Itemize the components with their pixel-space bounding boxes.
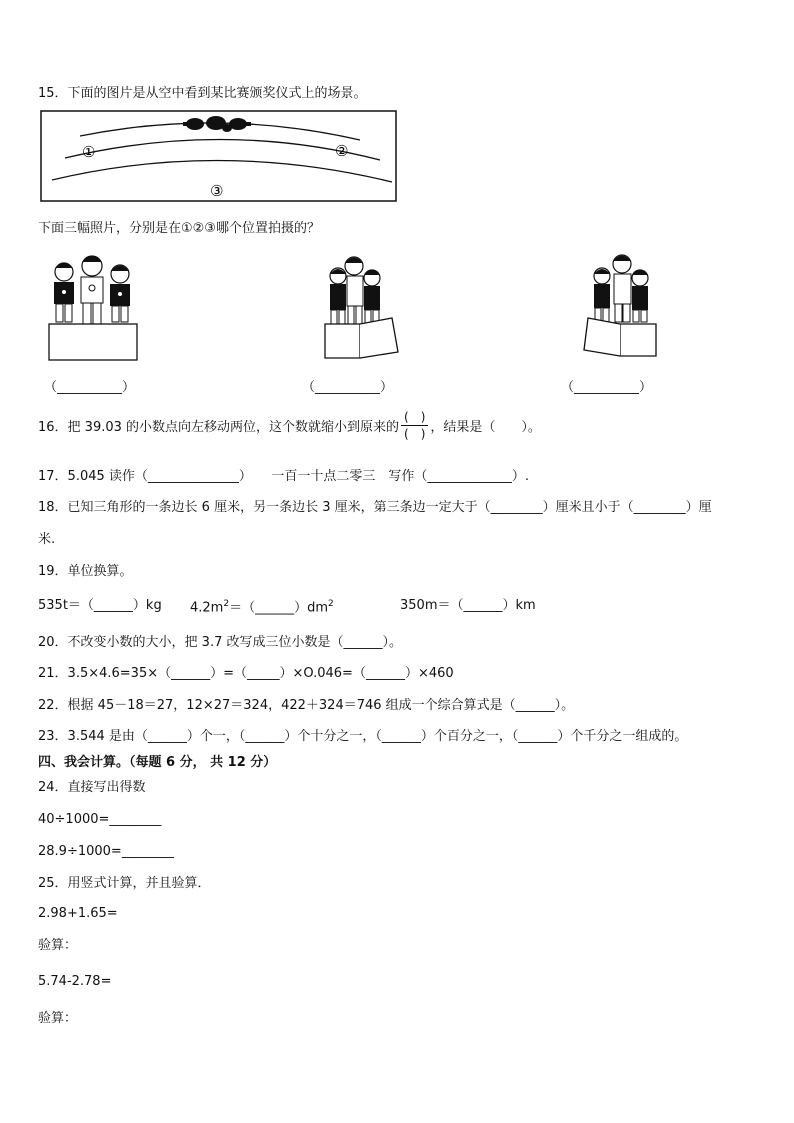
q21-line: 21．3.5×4.6=35×（______）=（_____）×O.046=（______）×460 xyxy=(38,666,454,681)
section-4-heading: 四、我会计算。（每题 6 分， 共 12 分） xyxy=(38,755,277,770)
q24-title: 24．直接写出得数 xyxy=(38,780,146,795)
q23-line: 23．3.544 是由（______）个一，（______）个十分之一，（______）个百分之一，（______）个千分之一组成的。 xyxy=(38,729,688,744)
photo-left-side-view xyxy=(322,252,402,362)
q19-a: 535t＝（______）kg xyxy=(38,598,162,613)
q16-fraction xyxy=(401,409,428,442)
photo-front-view xyxy=(46,250,142,362)
photo3-answer-blank[interactable]: （__________） xyxy=(561,380,653,395)
q25-title: 25．用竖式计算，并且验算． xyxy=(38,876,211,891)
q15-prompt: 15．下面的图片是从空中看到某比赛颁奖仪式上的场景。 xyxy=(38,86,367,101)
ceremony-overhead-diagram xyxy=(40,110,397,202)
q16-frac-denominator[interactable]: ( ) xyxy=(404,427,426,441)
q19-title: 19．单位换算。 xyxy=(38,564,133,579)
q25-check1: 验算： xyxy=(38,938,78,953)
q19-b-value: 4.2m xyxy=(190,600,224,616)
q17-line: 17．5.045 读作（______________） 一百一十点二零三 写作（_____________）. xyxy=(38,469,530,484)
q19-c: 350m＝（______）km xyxy=(400,598,536,613)
q24-b: 28.9÷1000=________ xyxy=(38,844,174,859)
photo2-answer-blank[interactable]: （__________） xyxy=(302,380,394,395)
q22-line: 22．根据 45－18＝27，12×27＝324，422＋324＝746 组成一个综合算式是（______）。 xyxy=(38,698,575,713)
q19-b-sup2: 2 xyxy=(328,599,334,609)
q19-b xyxy=(190,596,334,616)
q25-a: 2.98+1.65= xyxy=(38,906,118,921)
q16-line xyxy=(38,410,541,446)
q19-b-sup: 2 xyxy=(223,599,230,609)
q18-line2: 米. xyxy=(38,532,56,547)
q15-question: 下面三幅照片，分别是在①②③哪个位置拍摄的？ xyxy=(38,221,320,236)
q18-line1: 18．已知三角形的一条边长 6 厘米，另一条边长 3 厘米，第三条边一定大于（________）厘米且小于（________）厘 xyxy=(38,500,712,515)
position-2-label: ② xyxy=(335,142,349,160)
q24-a: 40÷1000=________ xyxy=(38,812,162,827)
q16-frac-numerator[interactable]: ( ) xyxy=(401,409,428,426)
position-3-label: ③ xyxy=(210,182,224,200)
photo-right-side-view xyxy=(580,252,662,362)
q16-text-after: ，结果是（ ）。 xyxy=(430,420,541,435)
q20-line: 20．不改变小数的大小，把 3.7 改写成三位小数是（______）。 xyxy=(38,635,402,650)
q16-text-before: 16．把 39.03 的小数点向左移动两位，这个数就缩小到原来的 xyxy=(38,420,400,435)
q25-check2: 验算： xyxy=(38,1011,78,1026)
photo1-answer-blank[interactable]: （__________） xyxy=(44,380,136,395)
position-1-label: ① xyxy=(82,143,96,161)
q25-b: 5.74-2.78= xyxy=(38,974,112,989)
q19-b-mid: ＝（______）dm xyxy=(229,600,328,616)
